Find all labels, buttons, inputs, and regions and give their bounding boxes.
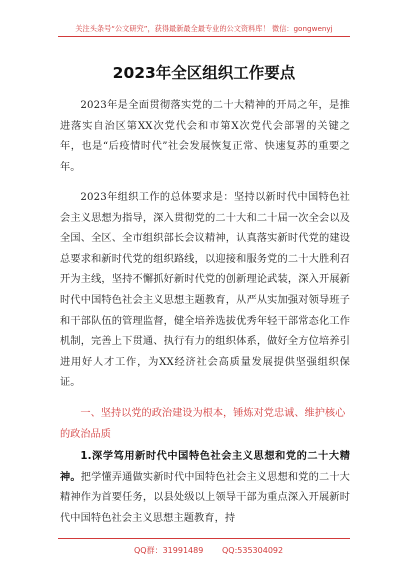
- top-divider: [58, 36, 350, 37]
- subsection-body: 把学懂弄通做实新时代中国特色社会主义思想和党的二十大精神作为首要任务，以县处级以上领导干部为重点深入开展新时代中国特色社会主义思想主题教育，持: [60, 471, 350, 524]
- intro-paragraph: 2023年是全面贯彻落实党的二十大精神的开局之年，是推进落实自治区第XX次党代会和市第X次党代会部署的关键之年，也是“后疫情时代”社会发展恢复正常、快速复苏的重要之年。: [60, 100, 350, 173]
- top-banner-text: 关注头条号“公文研究”，获得最新最全最专业的公文资料库！ 微信：gongwenyj: [75, 24, 333, 33]
- document-title: 2023年全区组织工作要点: [112, 64, 296, 82]
- bottom-divider: [58, 538, 350, 539]
- subsection-heading: 1.深学笃用新时代中国特色社会主义思想和党的二十大精神。: [60, 451, 350, 483]
- footer: [0, 544, 408, 558]
- section-heading: 一、坚持以党的政治建设为根本，锤炼对党忠诚、维护核心的政治品质: [60, 408, 346, 440]
- footer-qq-group: QQ群：31991489: [134, 546, 204, 555]
- subsection-paragraph: [60, 447, 350, 529]
- requirements-paragraph: 2023年组织工作的总体要求是：坚持以新时代中国特色社会主义思想为指导，深入贯彻党的二十大和二十届一次全会以及全国、全区、全市组织部长会议精神，认真落实新时代党的建设总要求和新时代党的组织路线，以迎接和服务党的二十大胜利召开为主线，坚持不懈抓好新时代党的创新理论武装，深入开展新时代中国特色社会主义思想主题教育，从严从实加强对领导班子和干部队伍的管理监督，健全培养选拔优秀年轻干部常态化工作机制，完善上下贯通、执行有力的组织体系，做好全方位培养引进用好人才工作，为XX经济社会高质量发展提供坚强组织保证。: [60, 192, 350, 389]
- footer-qq-contact: QQ:535304092: [222, 546, 284, 555]
